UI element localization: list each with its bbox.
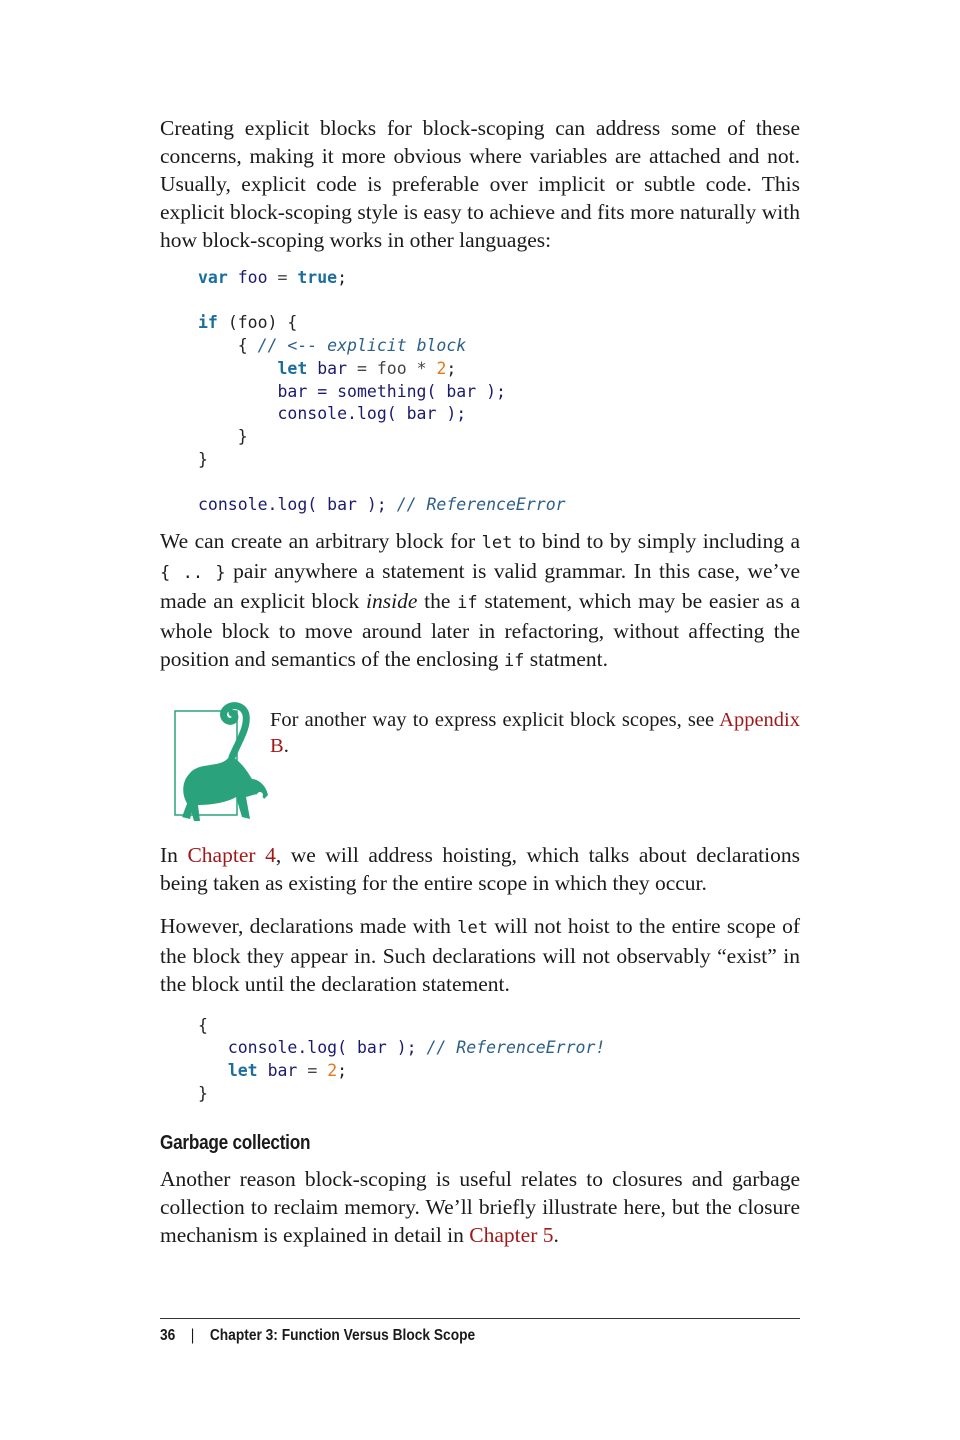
paragraph-let-hoist: [160, 912, 800, 998]
code-line: console.log( bar );: [198, 495, 387, 515]
footer-separator: |: [190, 1327, 195, 1344]
page-content: [160, 114, 800, 1249]
code-number: 2: [436, 358, 447, 378]
text: .: [553, 1222, 559, 1247]
text: We can create an arbitrary block for: [160, 528, 482, 553]
code-line: console.log( bar );: [227, 1038, 417, 1058]
paragraph-arbitrary-block: [160, 527, 800, 675]
text: to bind to by simply including a: [512, 528, 800, 553]
code-keyword: let: [227, 1061, 258, 1081]
code-comment: // ReferenceError!: [426, 1038, 606, 1058]
code-operator: =: [277, 268, 288, 287]
text: For another way to express explicit block scopes, see: [270, 708, 720, 731]
tip-text: [270, 707, 800, 759]
paragraph-hoisting: [160, 841, 800, 897]
code-text: (foo) {: [227, 313, 298, 333]
code-keyword: let: [277, 358, 308, 378]
code-literal: true: [297, 268, 338, 287]
code-punct: ;: [337, 1061, 348, 1081]
code-identifier: bar: [317, 358, 348, 378]
inline-code: if: [503, 650, 525, 671]
page-number: 36: [160, 1327, 176, 1344]
text: statment.: [524, 646, 609, 671]
code-line: bar = something( bar );: [277, 381, 506, 401]
code-keyword: var: [198, 268, 228, 287]
code-keyword: if: [198, 313, 218, 333]
chapter-4-link[interactable]: Chapter 4: [187, 842, 276, 867]
appendix-b-link[interactable]: Appendix B: [270, 708, 800, 757]
code-number: 2: [327, 1061, 338, 1081]
text: In: [160, 842, 188, 867]
section-title: Garbage collection: [160, 1131, 311, 1154]
code-block-reference-error: [160, 1015, 800, 1106]
code-line: }: [198, 1083, 208, 1103]
code-line: {: [198, 1015, 208, 1035]
code-operator: = foo *: [356, 358, 427, 378]
paragraph-explicit-blocks: Creating explicit blocks for block-scoping can address some of these concerns, making it more obvious where variables are attached and not. Usually, explicit code is preferable over implicit or subtle code. This explicit block-scoping style is easy to achieve and fits more naturally with how block-scoping works in other languages:: [160, 116, 800, 252]
code-line: }: [198, 449, 208, 469]
lemur-icon: [170, 699, 270, 829]
code-line: }: [237, 426, 248, 446]
code-identifier: bar: [267, 1061, 298, 1081]
chapter-5-link[interactable]: Chapter 5: [469, 1222, 554, 1247]
text: statement, which may be easier as a whole block to move around later in refactoring, without affecting the position and semantics of the enclosing: [160, 588, 800, 671]
footer-chapter-title: Chapter 3: Function Versus Block Scope: [209, 1327, 476, 1344]
inline-code: if: [457, 592, 478, 613]
paragraph-garbage-collection: [160, 1165, 800, 1249]
code-comment: // <-- explicit block: [257, 336, 467, 356]
code-block-explicit-block: [160, 267, 800, 517]
text: However, declarations made with: [160, 913, 458, 938]
text: .: [283, 734, 289, 757]
code-punct: ;: [337, 268, 348, 287]
tip-note: [160, 699, 800, 839]
text: the: [417, 588, 458, 613]
page-footer: [160, 1318, 800, 1345]
text: pair anywhere a statement is valid grammar. In this case, we’ve made an explicit block: [160, 558, 800, 613]
text: , we will address hoisting, which talks about declarations being taken as existing for the entire scope in which they occur.: [160, 842, 800, 895]
text: Another reason block-scoping is useful relates to closures and garbage collection to reclaim memory. We’ll briefly illustrate here, but the closure mechanism is explained in detail in: [160, 1166, 800, 1247]
code-identifier: foo: [237, 268, 268, 287]
inline-code: { .. }: [160, 562, 226, 583]
code-comment: // ReferenceError: [396, 495, 566, 515]
text: will not hoist to the entire scope of the block they appear in. Such declarations will not observably “exist” in the block until the declaration statement.: [160, 913, 801, 996]
inline-code: let: [481, 532, 513, 553]
code-operator: =: [307, 1061, 318, 1081]
code-text: {: [237, 336, 248, 356]
inline-code: let: [457, 917, 488, 938]
code-punct: ;: [446, 358, 457, 378]
code-line: console.log( bar );: [277, 404, 467, 424]
emphasis: inside: [366, 588, 418, 613]
